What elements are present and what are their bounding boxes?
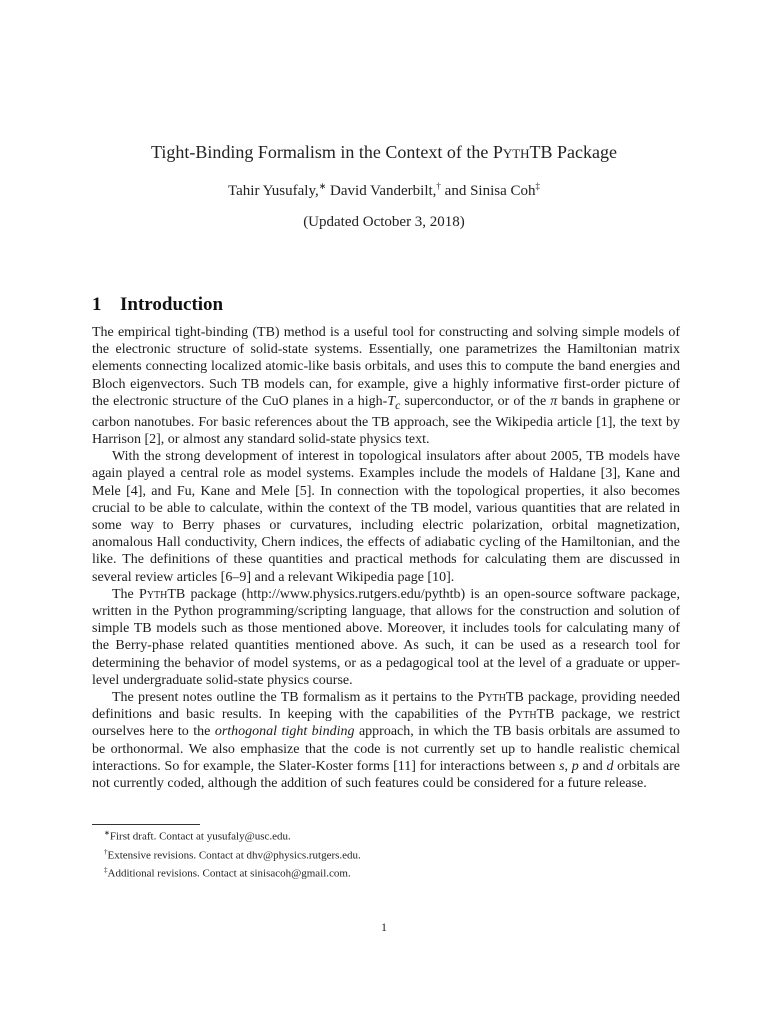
paragraph-text: approach, in which the TB basis orbitals are assumed to be orthonormal. We also emphasize that the code is not currently set up to handle realistic chemical interactions. So for example, the Slater-Koster forms [11] for interactions between bbox=[92, 724, 680, 774]
footnote-mark: † bbox=[104, 847, 108, 856]
footnote-mark: † bbox=[436, 181, 441, 191]
section-heading bbox=[92, 294, 223, 316]
author-name: David Vanderbilt, bbox=[330, 183, 437, 199]
paragraph-text: The bbox=[112, 586, 140, 602]
footnote-text: Additional revisions. Contact at sinisacoh@gmail.com. bbox=[107, 867, 351, 880]
paragraph-text: package, providing needed definitions and basic results. In keeping with the capabilities of the bbox=[92, 690, 680, 723]
paper-title bbox=[0, 142, 768, 163]
title-text-before: Tight-Binding Formalism in the Context of the bbox=[150, 142, 493, 162]
emphasized-term: orthogonal tight binding bbox=[214, 724, 355, 740]
title-text-after: Package bbox=[552, 142, 618, 162]
section-number: 1 bbox=[92, 294, 102, 315]
paragraph-text: package, we restrict ourselves here to the bbox=[92, 707, 680, 740]
paragraph-text: and bbox=[578, 758, 607, 774]
footnote-mark: ‡ bbox=[535, 181, 540, 191]
update-date: (Updated October 3, 2018) bbox=[303, 214, 465, 230]
math-symbol: T bbox=[387, 393, 396, 409]
math-subscript: c bbox=[395, 398, 401, 412]
paragraph bbox=[92, 324, 680, 448]
paragraph bbox=[92, 586, 680, 689]
paragraph-text: The present notes outline the TB formalism as it pertains to the bbox=[112, 690, 478, 706]
footnote-mark: ∗ bbox=[318, 181, 327, 191]
author-name: and Sinisa Coh bbox=[444, 183, 536, 199]
footnote bbox=[104, 826, 664, 845]
math-symbol: π bbox=[550, 393, 558, 409]
body-text bbox=[92, 324, 680, 792]
math-symbol: d bbox=[606, 758, 614, 774]
paragraph-text: package (http://www.physics.rutgers.edu/pythtb) is an open-source software package, written in the Python programming/scripting language, that allows for the construction and solution of simple TB models such as those mentioned above. Moreover, it includes tools for calculating many of the Berry-phase related quantities mentioned above. As such, it can be used as a research tool for determining the behavior of model systems, or as a pedagogical tool at the level of a graduate or upper-level undergraduate solid-state physics course. bbox=[92, 586, 680, 688]
paragraph-text: superconductor, or of the bbox=[400, 393, 551, 409]
title-package-name: PythTB bbox=[492, 142, 553, 162]
paragraph: With the strong development of interest in topological insulators after about 2005, TB models have again played a central role as model systems. Examples include the models of Haldane [3], Kane and Mele [4], and Fu, Kane and Mele [5]. In connection with the topological properties, it also becomes crucial to be able to calculate, within the context of the TB model, various quantities that are related in some way to Berry phases or curvatures, including electric polarization, orbital magnetization, anomalous Hall conductivity, Chern indices, the effects of adiabatic cycling of the Hamiltonian, and the like. The definitions of these quantities and practical methods for calculating them are discussed in several review articles [6–9] and a relevant Wikipedia page [10]. bbox=[92, 449, 680, 585]
package-name: PythTB bbox=[508, 707, 555, 723]
math-symbol: p bbox=[571, 758, 579, 774]
package-name: PythTB bbox=[139, 586, 186, 602]
footnote-rule bbox=[92, 824, 200, 825]
paragraph-text: , bbox=[564, 758, 572, 774]
footnotes bbox=[104, 826, 664, 882]
math-symbol: s bbox=[559, 758, 565, 774]
author-list bbox=[0, 181, 768, 200]
paragraph-text: orbitals are not currently coded, although the addition of such features could be considered for a future release. bbox=[92, 758, 680, 792]
paragraph bbox=[92, 689, 680, 792]
footnote-mark: ∗ bbox=[104, 829, 110, 837]
page-number: 1 bbox=[381, 920, 387, 934]
footnote bbox=[104, 845, 664, 864]
footnote-text: Extensive revisions. Contact at dhv@physics.rutgers.edu. bbox=[107, 849, 361, 862]
section-title: Introduction bbox=[120, 294, 224, 315]
footnote-mark: ‡ bbox=[104, 866, 108, 875]
package-name: PythTB bbox=[477, 690, 524, 706]
footnote bbox=[104, 863, 664, 882]
paragraph-text: The empirical tight-binding (TB) method is a useful tool for constructing and solving simple models of the electronic structure of solid-state systems. Essentially, one parametrizes the Hamiltonian matrix elements connecting localized atomic-like basis orbitals, and uses this to compute the band energies and Bloch eigenvectors. Such TB models can, for example, give a highly informative first-order picture of the electronic structure of the CuO planes in a high- bbox=[92, 325, 680, 409]
author-name: Tahir Yusufaly, bbox=[228, 183, 319, 199]
footnote-text: First draft. Contact at yusufaly@usc.edu. bbox=[109, 830, 291, 843]
paragraph-text: bands in graphene or carbon nanotubes. For basic references about the TB approach, see the Wikipedia article [1], the text by Harrison [2], or almost any standard solid-state physics text. bbox=[92, 393, 680, 448]
